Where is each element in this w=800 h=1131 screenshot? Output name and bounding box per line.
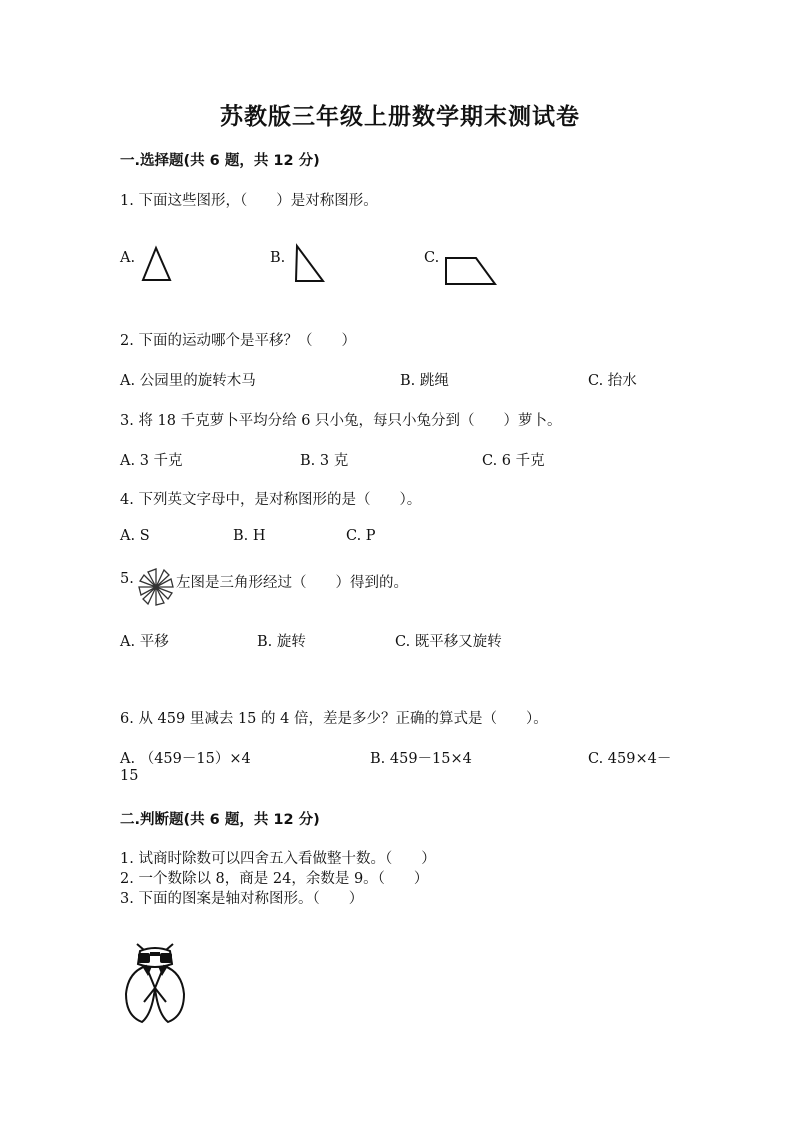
q5-option-a: A. 平移 bbox=[120, 634, 169, 650]
q2-option-b: B. 跳绳 bbox=[400, 373, 449, 389]
cicada-figure bbox=[122, 942, 188, 1024]
rotated-triangles-pinwheel-figure bbox=[137, 566, 175, 608]
section-heading-choice: 一.选择题(共 6 题，共 12 分) bbox=[120, 153, 320, 169]
isosceles-triangle-figure bbox=[140, 246, 172, 282]
q6-option-b: B. 459－15×4 bbox=[370, 751, 472, 767]
q3-option-c: C. 6 千克 bbox=[482, 453, 545, 469]
q2-option-c: C. 抬水 bbox=[588, 373, 637, 389]
judgment-item-2: 2. 一个数除以 8，商是 24，余数是 9。（ ） bbox=[120, 871, 429, 887]
q6-option-c: C. 459×4－ bbox=[588, 751, 672, 767]
page-title: 苏教版三年级上册数学期末测试卷 bbox=[220, 103, 580, 130]
q5-option-b: B. 旋转 bbox=[257, 634, 306, 650]
q1-option-b-label: B. bbox=[270, 250, 286, 266]
right-triangle-figure bbox=[293, 244, 327, 284]
q2-option-a: A. 公园里的旋转木马 bbox=[120, 373, 256, 389]
question-5: 左图是三角形经过（ ）得到的。 bbox=[176, 575, 408, 591]
question-2: 2. 下面的运动哪个是平移？（ ） bbox=[120, 333, 356, 349]
q6-option-c-continuation: 15 bbox=[120, 768, 139, 784]
q4-option-c: C. P bbox=[346, 528, 376, 544]
question-1: 1. 下面这些图形，（ ）是对称图形。 bbox=[120, 193, 378, 209]
judgment-item-1: 1. 试商时除数可以四舍五入看做整十数。（ ） bbox=[120, 851, 436, 867]
trapezoid-figure bbox=[442, 255, 498, 287]
question-3: 3. 将 18 千克萝卜平均分给 6 只小兔，每只小兔分到（ ）萝卜。 bbox=[120, 413, 562, 429]
q5-option-c: C. 既平移又旋转 bbox=[395, 634, 502, 650]
question-4: 4. 下列英文字母中，是对称图形的是（ ）。 bbox=[120, 492, 422, 508]
question-6: 6. 从 459 里减去 15 的 4 倍，差是多少？正确的算式是（ ）。 bbox=[120, 711, 548, 727]
q4-option-b: B. H bbox=[233, 528, 266, 544]
q1-option-a-label: A. bbox=[120, 250, 136, 266]
q4-option-a: A. S bbox=[120, 528, 150, 544]
judgment-item-3: 3. 下面的图案是轴对称图形。（ ） bbox=[120, 891, 364, 907]
q6-option-a: A. （459－15）×4 bbox=[120, 751, 251, 767]
q3-option-b: B. 3 克 bbox=[300, 453, 349, 469]
q3-option-a: A. 3 千克 bbox=[120, 453, 183, 469]
section-heading-judgment: 二.判断题(共 6 题，共 12 分) bbox=[120, 812, 320, 828]
question-5-number: 5. bbox=[120, 571, 134, 587]
q1-option-c-label: C. bbox=[424, 250, 440, 266]
